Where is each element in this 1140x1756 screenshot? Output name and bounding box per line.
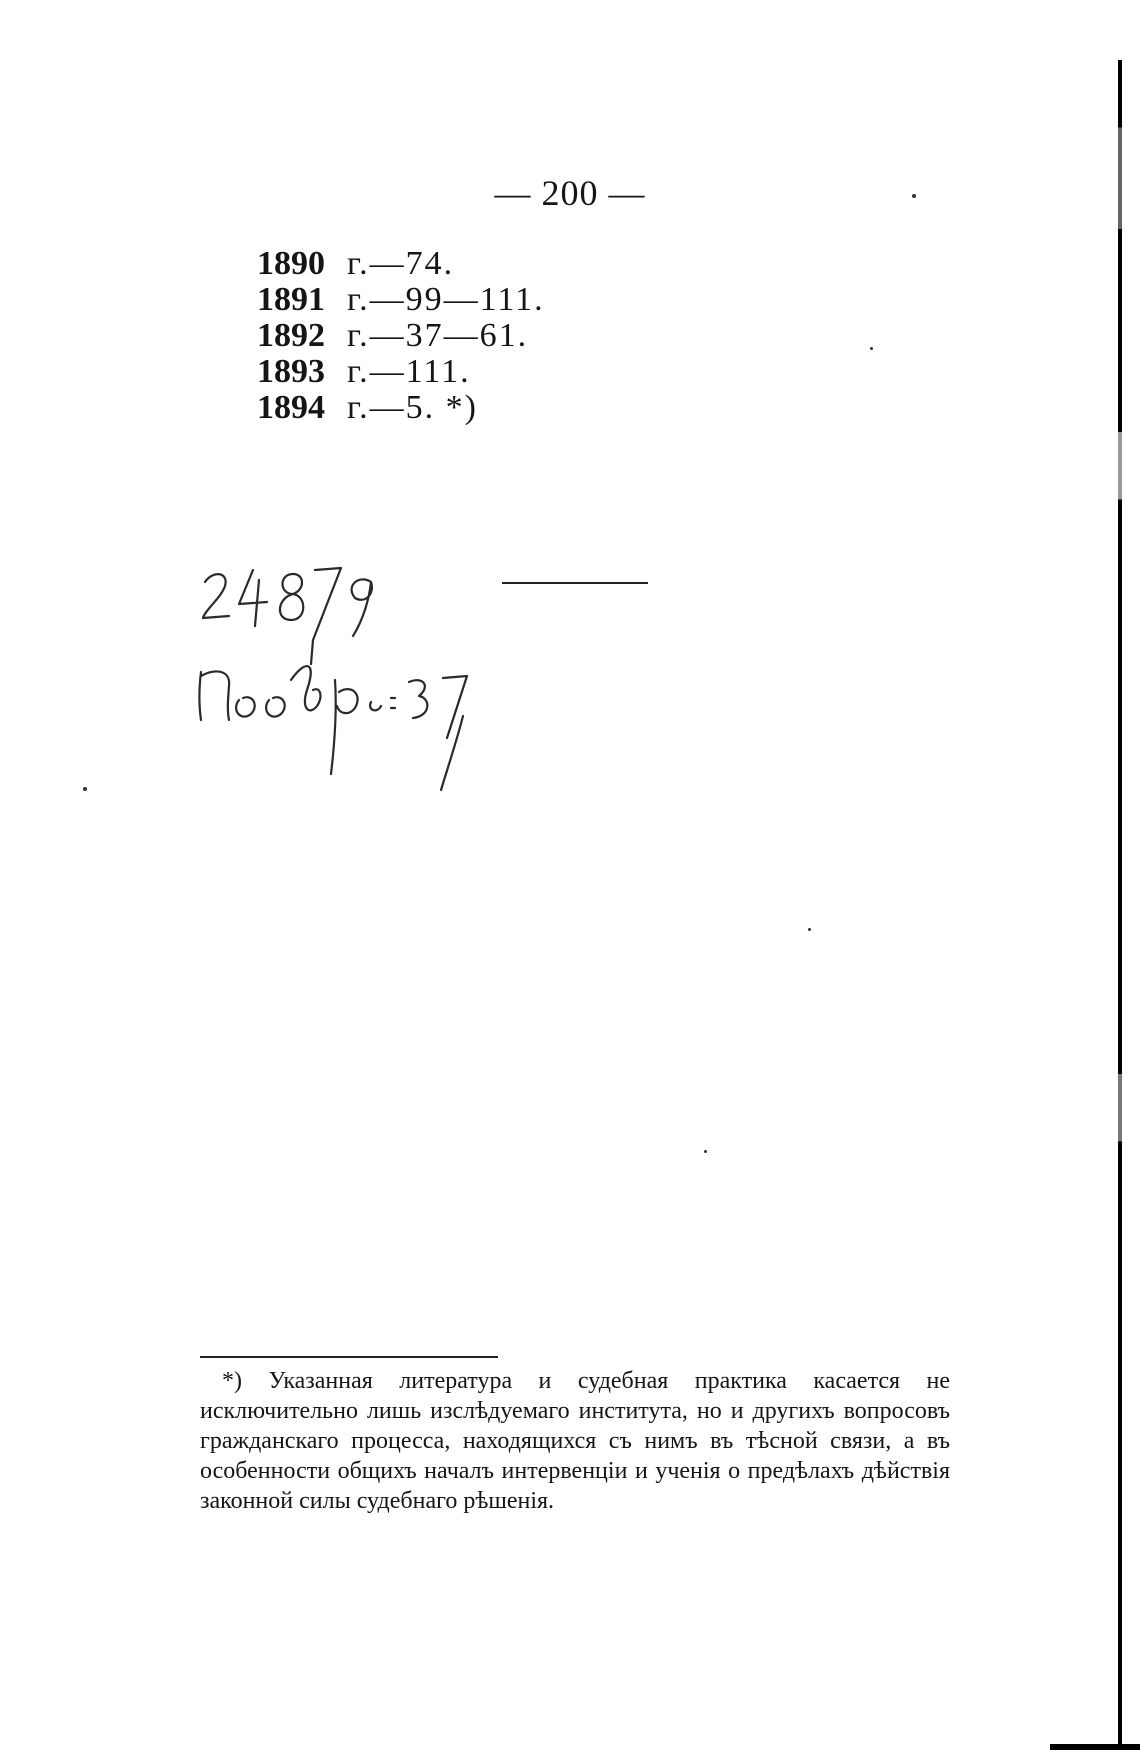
page-number: — 200 — xyxy=(494,173,646,213)
year: 1892 xyxy=(257,317,325,354)
year: 1894 xyxy=(257,389,325,426)
footnote-rule xyxy=(200,1356,498,1358)
year: 1890 xyxy=(257,245,325,282)
list-item xyxy=(257,282,545,318)
year-list xyxy=(257,246,545,426)
page-refs: г.—37—61. xyxy=(347,317,529,354)
list-item xyxy=(257,390,545,426)
page-refs: г.—111. xyxy=(347,353,471,390)
page-refs: г.—5. *) xyxy=(347,389,478,426)
binding-edge xyxy=(1118,60,1122,1750)
section-divider xyxy=(502,582,648,584)
speck xyxy=(912,194,916,198)
speck xyxy=(83,787,87,791)
handwritten-inventory-note xyxy=(195,560,485,800)
speck xyxy=(808,928,811,931)
year: 1891 xyxy=(257,281,325,318)
page-refs: г.—99—111. xyxy=(347,281,545,318)
page-refs: г.—74. xyxy=(347,245,455,282)
speck xyxy=(704,1150,707,1153)
list-item xyxy=(257,354,545,390)
corner-mark xyxy=(1050,1744,1140,1750)
speck xyxy=(870,347,873,350)
footnote: *) Указанная литература и судебная практика касается не исключительно лишь изслѣдуемаго института, но и другихъ вопросовъ гражданскаго процесса, находящихся съ нимъ въ тѣсной связи, а въ особенности общихъ началъ интервенціи и ученія о предѣлахъ дѣйствія законной силы судебнаго рѣшенія. xyxy=(200,1368,950,1514)
year: 1893 xyxy=(257,353,325,390)
list-item xyxy=(257,246,545,282)
list-item xyxy=(257,318,545,354)
